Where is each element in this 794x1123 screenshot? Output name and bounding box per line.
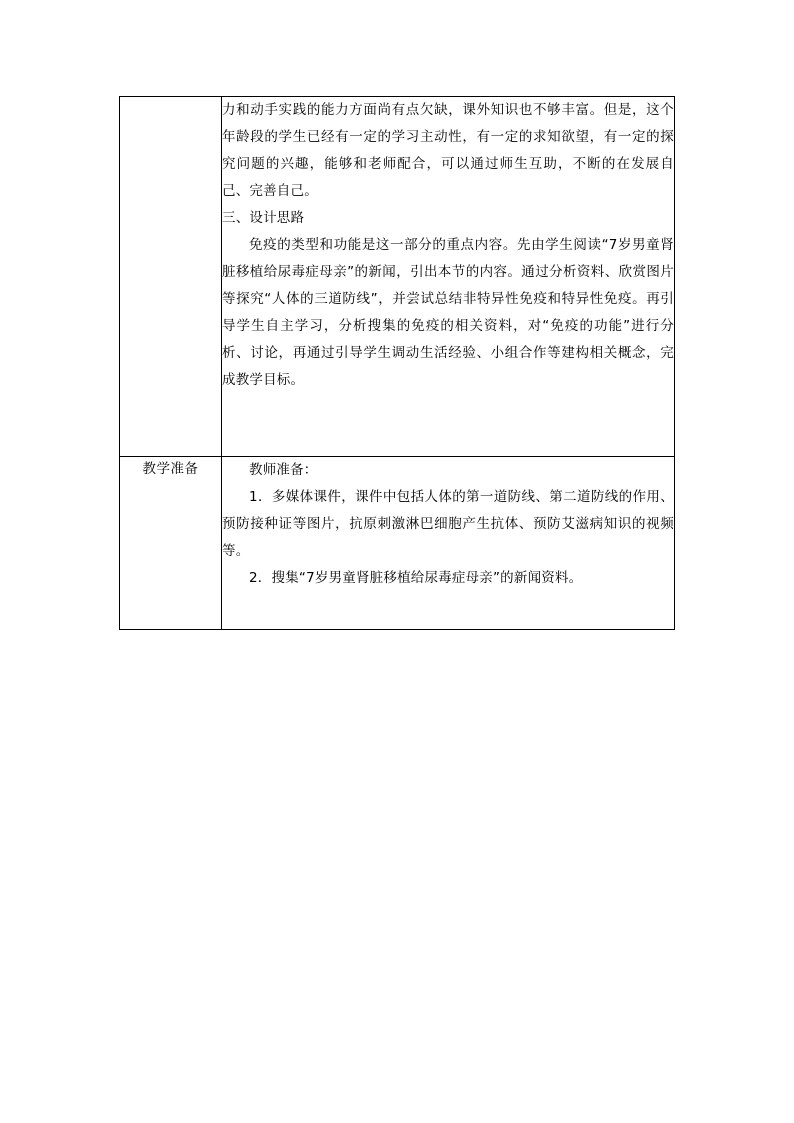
paragraph-prep-item-1: 1．多媒体课件，课件中包括人体的第一道防线、第二道防线的作用、预防接种证等图片，抗原刺激淋巴细胞产生抗体、预防艾滋病知识的视频等。: [222, 489, 674, 559]
paragraph-prep-item-2: 2．搜集“7岁男童肾脏移植给尿毒症母亲”的新闻资料。: [249, 570, 583, 586]
row-content-analysis: [222, 97, 675, 457]
row-label-preparation: 教学准备: [120, 457, 222, 630]
row-content-preparation: [222, 457, 675, 630]
table-row-preparation: [120, 457, 675, 630]
paragraph-design-ideas: 免疫的类型和功能是这一部分的重点内容。先由学生阅读“7岁男童肾脏移植给尿毒症母亲”的新闻，引出本节的内容。通过分析资料、欣赏图片等探究“人体的三道防线”，并尝试总结非特异性免疫和特异性免疫。再引导学生自主学习，分析搜集的免疫的相关资料，对“免疫的功能”进行分析、讨论，再通过引导学生调动生活经验、小组合作等建构相关概念，完成教学目标。: [222, 237, 674, 388]
paragraph-teacher-prep: 教师准备：: [249, 462, 318, 478]
section-heading-design: 三、设计思路: [222, 210, 305, 226]
row-label-empty: [120, 97, 222, 457]
lesson-plan-table: [119, 96, 675, 630]
paragraph-student-analysis: 力和动手实践的能力方面尚有点欠缺，课外知识也不够丰富。但是，这个年龄段的学生已经有一定的学习主动性，有一定的求知欲望，有一定的探究问题的兴趣，能够和老师配合，可以通过师生互助，不断的在发展自己、完善自己。: [222, 102, 674, 199]
table-row-analysis: [120, 97, 675, 457]
